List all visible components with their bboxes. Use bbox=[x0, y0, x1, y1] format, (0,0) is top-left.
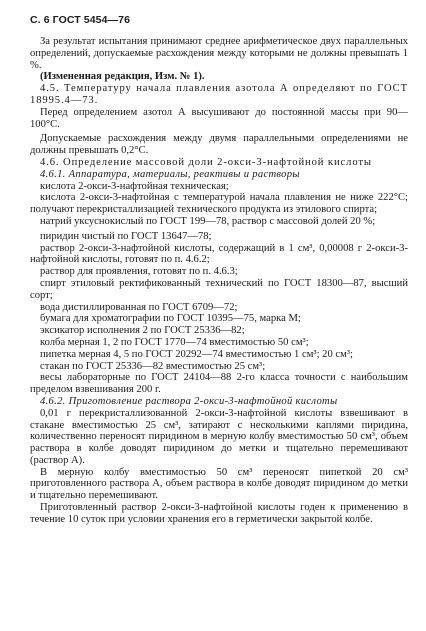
result-paragraph: За результат испытания принимают среднее арифметическое двух параллельных определений, допускаемые расхождения между которыми не должны превышать 1 %. bbox=[30, 36, 408, 71]
section-4-6: 4.6. Определение массовой доли 2-окси-3-нафтойной кислоты bbox=[40, 156, 372, 168]
material-list-item: натрий уксуснокислый по ГОСТ 199—78, раствор с массовой долей 20 %; bbox=[40, 215, 376, 227]
dilution-paragraph: В мерную колбу вместимостью 50 см³ переносят пипеткой 20 см³ приготовленного раствора А, объем раствора в колбе доводят пиридином до метки и тщательно перемешивают. bbox=[30, 466, 408, 502]
page-header: С. 6 ГОСТ 5454—76 bbox=[30, 14, 131, 26]
drying-paragraph: Перед определением азотол А высушивают до постоянной массы при 90—100°С. bbox=[30, 106, 408, 130]
material-list-item: колба мерная 1, 2 по ГОСТ 1770—74 вместимостью 50 см³; bbox=[40, 336, 309, 348]
material-list-item: спирт этиловый ректификованный технический по ГОСТ 18300—87, высший сорт; bbox=[30, 277, 408, 301]
section-4-5: 4.5. Температуру начала плавления азотола А определяют по ГОСТ 18995.4—73. bbox=[30, 83, 408, 106]
material-list-item: стакан по ГОСТ 25336—82 вместимостью 25 см³; bbox=[40, 360, 266, 372]
material-list-item: раствор для проявления, готовят по п. 4.6.3; bbox=[40, 266, 238, 278]
material-list-item: кислота 2-окси-3-нафтойная с температурой начала плавления не ниже 222°С; получают перекристаллизацией технического продукта из этилового спирта; bbox=[30, 192, 408, 216]
tolerance-paragraph: Допускаемые расхождения между двумя параллельными определениями не должны превышать 0,2°С. bbox=[30, 133, 408, 157]
section-4-6-1: 4.6.1. Аппаратура, материалы, реактивы и растворы bbox=[40, 168, 300, 180]
amendment-note: (Измененная редакция, Изм. № 1). bbox=[40, 71, 205, 83]
material-list-item: раствор 2-окси-3-нафтойной кислоты, содержащий в 1 см³, 0,00008 г 2-окси-3-нафтойной кислоты, готовят по п. 4.6.2; bbox=[30, 242, 408, 266]
material-list-item: весы лабораторные по ГОСТ 24104—88 2-го класса точности с наибольшим пределом взвешивания 200 г. bbox=[30, 372, 408, 396]
solution-a-paragraph: 0,01 г перекристаллизованной 2-окси-3-нафтойной кислоты взвешивают в стакане вместимостью 25 см³, затирают с несколькими каплями пиридина, количественно переносят пиридином в мерную колбу вместимостью 50 см³, объем раствора в колбе доводят пиридином до метки и тщательно перемешивают (раствор А). bbox=[30, 407, 408, 466]
material-list-item: кислота 2-окси-3-нафтойная техническая; bbox=[40, 180, 229, 192]
storage-paragraph: Приготовленный раствор 2-окси-3-нафтойной кислоты годен к применению в течение 10 суток при условии хранения его в герметически закрытой колбе. bbox=[30, 502, 408, 525]
material-list-item: пиридин чистый по ГОСТ 13647—78; bbox=[40, 230, 212, 242]
section-4-6-2: 4.6.2. Приготовление раствора 2-окси-3-нафтойной кислоты bbox=[40, 395, 338, 407]
material-list-item: бумага для хроматографии по ГОСТ 10395—75, марка М; bbox=[40, 313, 301, 325]
material-list-item: пипетка мерная 4, 5 по ГОСТ 20292—74 вместимостью 1 см³; 20 см³; bbox=[40, 348, 353, 360]
material-list-item: вода дистиллированная по ГОСТ 6709—72; bbox=[40, 301, 238, 313]
material-list-item: эксикатор исполнения 2 по ГОСТ 25336—82; bbox=[40, 325, 245, 337]
